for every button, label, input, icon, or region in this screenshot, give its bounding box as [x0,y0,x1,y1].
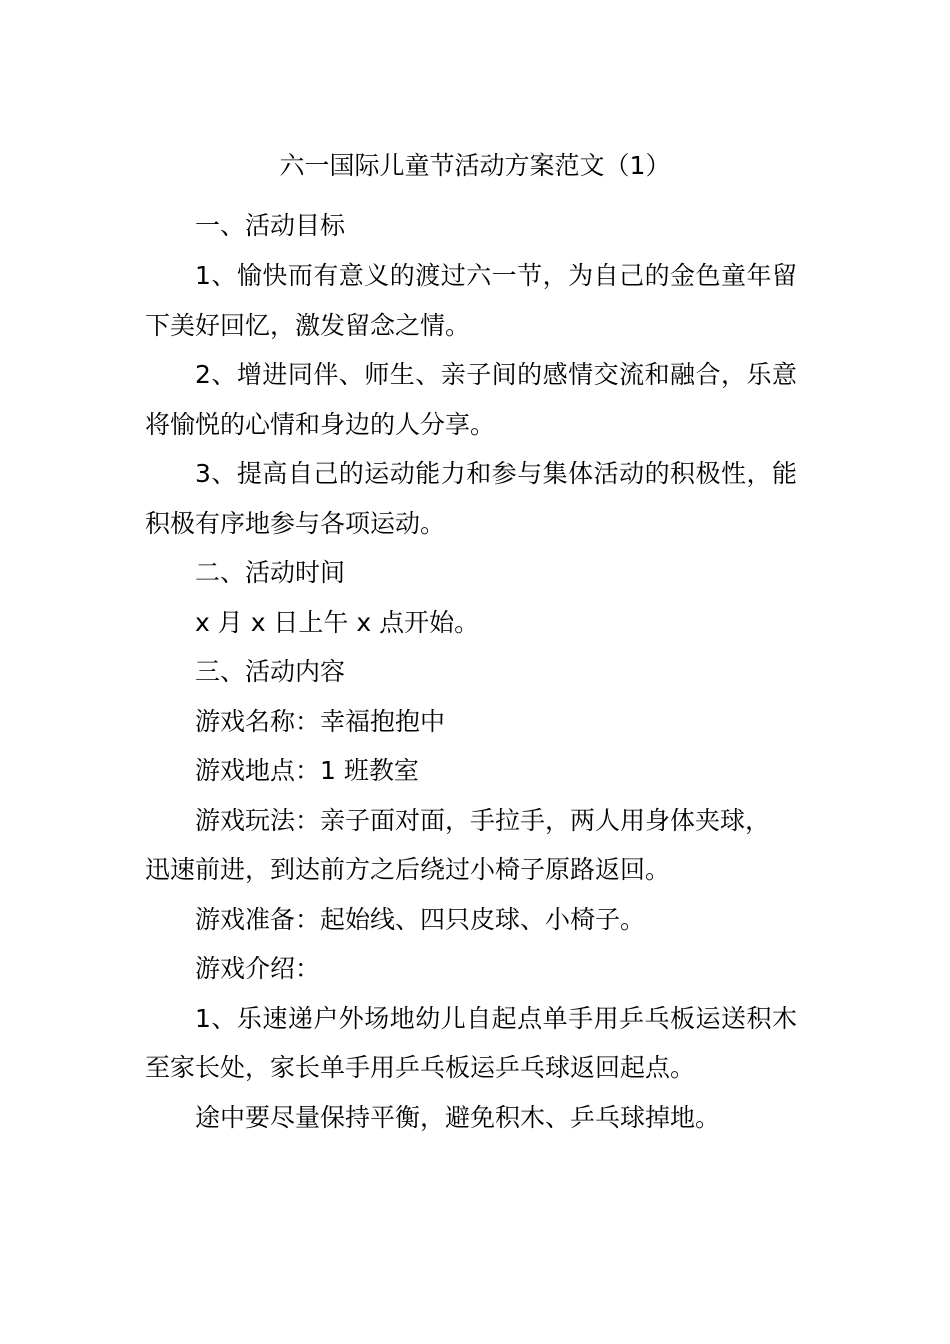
section-heading-time: 二、活动时间 [195,558,346,587]
section-heading-goals: 一、活动目标 [195,211,346,240]
paragraph-line: 游戏地点：1 班教室 [195,756,419,785]
paragraph-line: 下美好回忆，激发留念之情。 [145,311,471,340]
paragraph-line: x 月 x 日上午 x 点开始。 [195,608,480,637]
paragraph-line: 游戏介绍： [195,954,321,983]
document-title: 六一国际儿童节活动方案范文（1） [279,151,671,180]
paragraph-line: 积极有序地参与各项运动。 [145,509,446,538]
paragraph-line: 途中要尽量保持平衡，避免积木、乒乓球掉地。 [195,1103,721,1132]
paragraph-line: 2、增进同伴、师生、亲子间的感情交流和融合，乐意 [195,360,797,389]
paragraph-line: 游戏准备：起始线、四只皮球、小椅子。 [195,905,646,934]
paragraph-line: 游戏玩法：亲子面对面，手拉手，两人用身体夹球， [195,806,771,835]
paragraph-line: 将愉悦的心情和身边的人分享。 [145,410,496,439]
paragraph-line: 3、提高自己的运动能力和参与集体活动的积极性，能 [195,459,797,488]
paragraph-line: 游戏名称：幸福抱抱中 [195,707,446,736]
paragraph-line: 1、乐速递户外场地幼儿自起点单手用乒乓板运送积木 [195,1004,797,1033]
paragraph-line: 1、愉快而有意义的渡过六一节，为自己的金色童年留 [195,261,797,290]
paragraph-line: 迅速前进，到达前方之后绕过小椅子原路返回。 [145,855,671,884]
paragraph-line: 至家长处，家长单手用乒乓板运乒乓球返回起点。 [145,1053,696,1082]
section-heading-content: 三、活动内容 [195,657,346,686]
